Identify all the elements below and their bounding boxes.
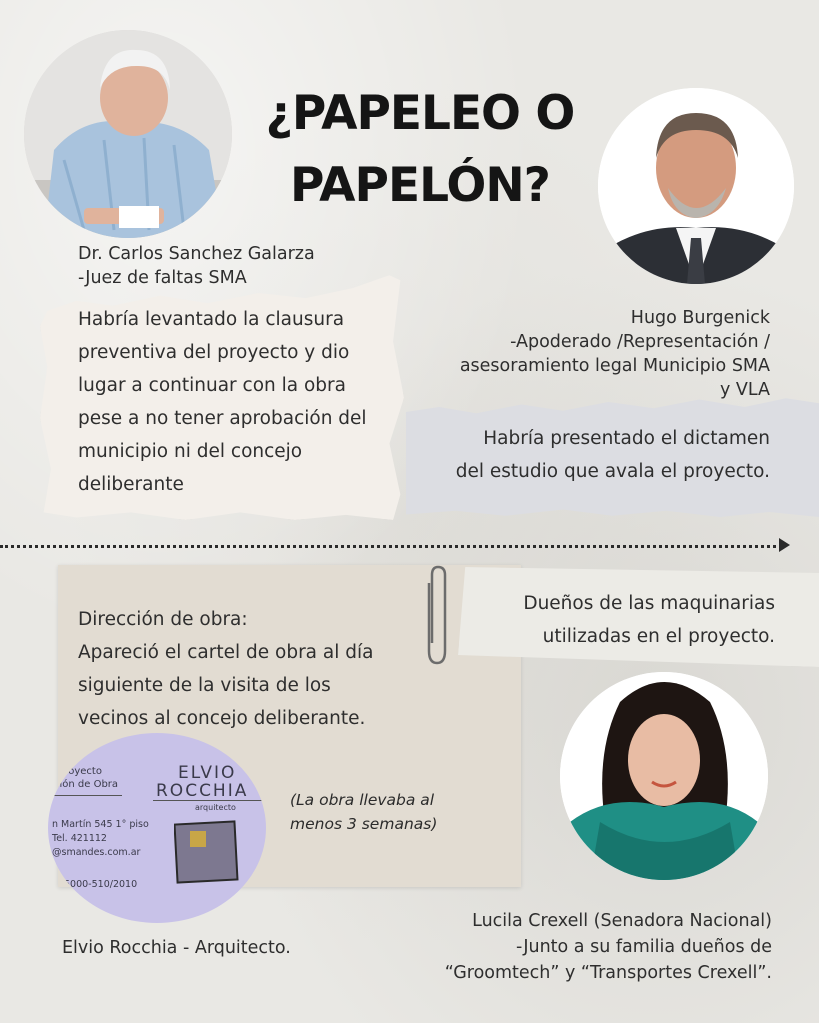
- photo-lucila-crexell: [560, 672, 768, 880]
- person-1-name: Dr. Carlos Sanchez Galarza: [78, 244, 315, 264]
- title-line-2: PAPELÓN?: [290, 158, 550, 213]
- person-2-role-line: -Apoderado /Representación /: [510, 332, 770, 352]
- card-brand-1: ELVIO: [178, 763, 237, 783]
- caption-architect: Elvio Rocchia - Arquitecto.: [62, 938, 291, 958]
- desc-line: municipio ni del concejo: [78, 441, 303, 462]
- card-sub: arquitecto: [195, 803, 236, 812]
- desc-line: deliberante: [78, 474, 184, 495]
- owners-text: [470, 587, 775, 653]
- desc-line: lugar a continuar con la obra: [78, 375, 346, 396]
- card-text: Tel. 421112: [52, 833, 107, 844]
- person-2-role-line: y VLA: [719, 380, 770, 400]
- desc-line: preventiva del proyecto y dio: [78, 342, 350, 363]
- direccion-line: Apareció el cartel de obra al día: [78, 642, 374, 663]
- photo-hugo-burgenick: [598, 88, 794, 284]
- card-rule: [153, 800, 263, 801]
- person-3-line: “Groomtech” y “Transportes Crexell”.: [444, 963, 772, 983]
- note-weeks: [290, 788, 490, 836]
- desc-line: del estudio que avala el proyecto.: [455, 461, 770, 482]
- business-card-image: [48, 733, 266, 923]
- card-text: ción de Obra: [54, 779, 119, 790]
- person-2-role-line: asesoramiento legal Municipio SMA: [459, 356, 770, 376]
- person-1-role: -Juez de faltas SMA: [78, 268, 247, 288]
- owners-line: Dueños de las maquinarias: [523, 593, 775, 614]
- card-text: proyecto: [58, 766, 102, 777]
- person-3-line: -Junto a su familia dueños de: [516, 937, 772, 957]
- title-line-1: ¿PAPELEO O: [265, 86, 575, 141]
- card-logo-icon: [174, 819, 242, 889]
- direccion-text: [78, 603, 498, 735]
- person-1-description: [78, 303, 408, 501]
- arrow-right-icon: [779, 538, 790, 552]
- person-3-description: [420, 908, 772, 986]
- card-rule: [52, 795, 122, 796]
- card-text: n Martín 545 1° piso: [52, 819, 149, 830]
- person-2-description: [412, 422, 770, 488]
- page-title: [255, 78, 585, 222]
- desc-line: Habría presentado el dictamen: [483, 428, 770, 449]
- note-line: menos 3 semanas): [290, 815, 438, 833]
- direccion-line: siguiente de la visita de los: [78, 675, 331, 696]
- note-line: (La obra llevaba al: [290, 791, 435, 809]
- person-2-name: Hugo Burgenick: [630, 308, 770, 328]
- card-brand-2: ROCCHIA: [156, 781, 249, 801]
- desc-line: Habría levantado la clausura: [78, 309, 345, 330]
- owners-line: utilizadas en el proyecto.: [542, 626, 775, 647]
- direccion-line: vecinos al concejo deliberante.: [78, 708, 366, 729]
- photo-carlos-sanchez-galarza: [24, 30, 232, 238]
- person-1-header: [78, 242, 398, 290]
- person-3-line: Lucila Crexell (Senadora Nacional): [472, 911, 772, 931]
- dotted-divider: [0, 545, 782, 548]
- card-text: @smandes.com.ar: [52, 847, 141, 858]
- person-2-header: [412, 306, 770, 402]
- desc-line: pese a no tener aprobación del: [78, 408, 367, 429]
- direccion-line: Dirección de obra:: [78, 609, 248, 630]
- card-text: 5000-510/2010: [64, 879, 138, 890]
